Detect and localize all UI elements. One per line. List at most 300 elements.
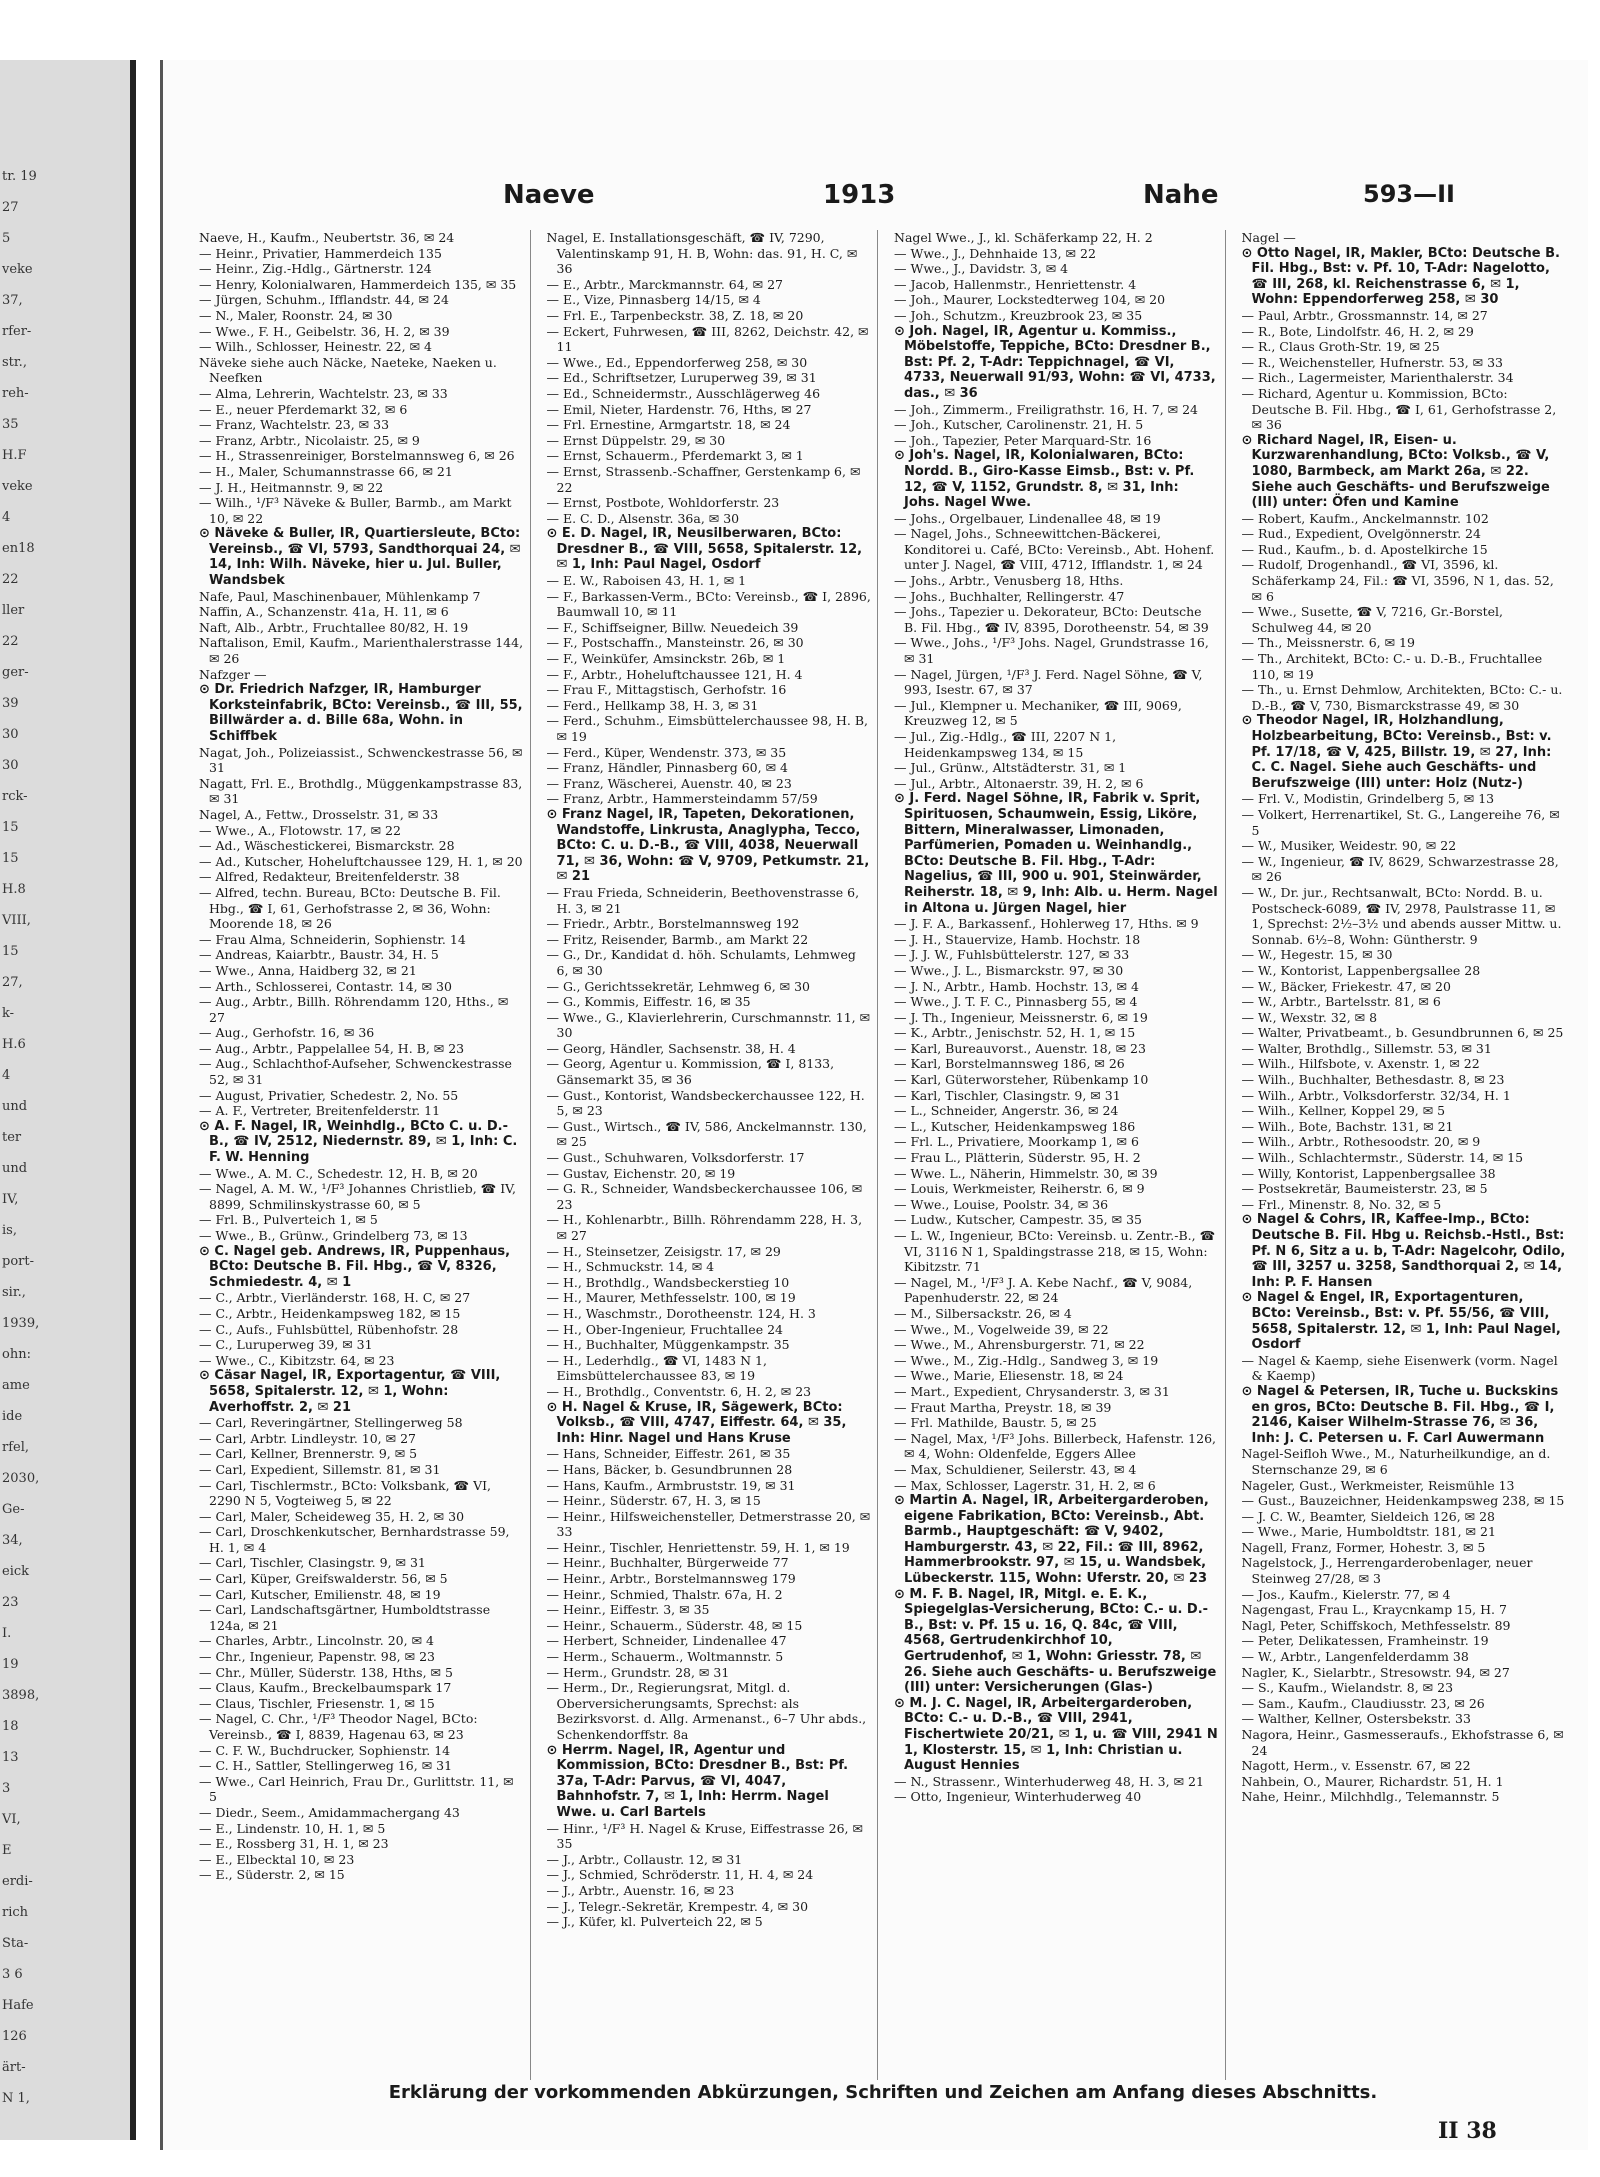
directory-entry: — S., Kaufm., Wielandstr. 8, ✉ 23: [1241, 1680, 1454, 1696]
directory-entry: — F., Arbtr., Hoheluftchaussee 121, H. 4: [546, 666, 803, 682]
margin-fragment: ide: [2, 1409, 23, 1424]
margin-fragment: 27,: [2, 975, 23, 990]
directory-entry: — Volkert, Herrenartikel, St. G., Langereihe 76, ✉ 5: [1241, 806, 1560, 838]
directory-entry: — J., Schmied, Schröderstr. 11, H. 4, ✉ 24: [546, 1867, 814, 1883]
directory-entry: — Nagel, C. Chr., ¹/F³ Theodor Nagel, BCto: Vereinsb., ☎ I, 8839, Hagenau 63, ✉ 23: [199, 1711, 478, 1742]
directory-entry: — H., Schmuckstr. 14, ✉ 4: [546, 1259, 715, 1275]
margin-fragment: port-: [2, 1254, 34, 1269]
directory-entry: — Th., u. Ernst Dehmlow, Architekten, BCto: C.- u. D.-B., ☎ V, 730, Bismarckstrasse 49, ✉ 30: [1241, 682, 1563, 713]
directory-entry: Nageler, Gust., Werkmeister, Reismühle 13: [1241, 1477, 1515, 1493]
directory-entry: — Wwe., Carl Heinrich, Frau Dr., Gurlittstr. 11, ✉ 5: [199, 1773, 514, 1805]
directory-entry: Nagel-Seifloh Wwe., M., Naturheilkundige, an d. Sternschanze 29, ✉ 6: [1241, 1446, 1551, 1477]
directory-entry: — Carl, Tischler, Clasingstr. 9, ✉ 31: [199, 1555, 426, 1571]
directory-entry: — Wwe., M., Vogelweide 39, ✉ 22: [894, 1321, 1109, 1337]
directory-entry: — Fraut Martha, Preystr. 18, ✉ 39: [894, 1399, 1112, 1415]
directory-entry: — Rud., Expedient, Ovelgönnerstr. 24: [1241, 526, 1481, 542]
margin-fragment: 126: [2, 2029, 27, 2044]
directory-entry: — Frl. Ernestine, Armgartstr. 18, ✉ 24: [546, 417, 791, 433]
directory-entry: — Paul, Arbtr., Grossmannstr. 14, ✉ 27: [1241, 307, 1488, 323]
directory-entry: — G. R., Schneider, Wandsbeckerchaussee 106, ✉ 23: [546, 1181, 863, 1212]
margin-fragment: ller: [2, 603, 25, 618]
directory-entry: — Frau Frieda, Schneiderin, Beethovenstrasse 6, H. 3, ✉ 21: [546, 884, 860, 916]
directory-entry: — E. W., Raboisen 43, H. 1, ✉ 1: [546, 573, 747, 589]
margin-fragment: VIII,: [2, 913, 31, 928]
directory-entry: Naftalison, Emil, Kaufm., Marienthalerstrasse 144, ✉ 26: [199, 635, 524, 667]
directory-entry: Nahe, Heinr., Milchhdlg., Telemannstr. 5: [1241, 1789, 1500, 1805]
directory-entry: Nagel, E. Installationsgeschäft, ☎ IV, 7290, Valentinskamp 91, H. B, Wohn: das. 91, H. C, ✉ 36: [546, 230, 858, 277]
directory-entry: — Walter, Privatbeamt., b. Gesundbrunnen 6, ✉ 25: [1241, 1025, 1564, 1041]
directory-entry: — Heinr., Süderstr. 67, H. 3, ✉ 15: [546, 1493, 761, 1509]
directory-entry: Nagelstock, J., Herrengarderobenlager, neuer Steinweg 27/28, ✉ 3: [1241, 1555, 1533, 1587]
directory-entry: — Carl, Reveringärtner, Stellingerweg 58: [199, 1415, 463, 1431]
directory-entry: — Arth., Schlosserei, Contastr. 14, ✉ 30: [199, 978, 452, 994]
directory-entry: — Louis, Werkmeister, Reiherstr. 6, ✉ 9: [894, 1181, 1145, 1197]
directory-entry: — Rich., Lagermeister, Marienthalerstr. 34: [1241, 370, 1514, 386]
directory-entry: — H., Strassenreiniger, Borstelmannsweg 6, ✉ 26: [199, 448, 515, 464]
directory-entry: — Gust., Kontorist, Wandsbeckerchaussee 122, H. 5, ✉ 23: [546, 1087, 865, 1119]
directory-entry: ⊙ Nagel & Cohrs, IR, Kaffee-Imp., BCto: Deutsche B. Fil. Hbg u. Reichsb.-Hstl., Bst: Pf. N 6, Sitz a u. b, T-Adr: Nagelcohr, Odilo, ☎ III, 3257 u. 3258, Sandthorquai 2, ✉ 14, Inh: P. F. Hansen: [1241, 1212, 1566, 1290]
margin-fragment: VI,: [2, 1812, 21, 1827]
column-1: [193, 230, 531, 2080]
directory-entry: — W., Bäcker, Friekestr. 47, ✉ 20: [1241, 978, 1451, 994]
directory-entry: — Herm., Dr., Regierungsrat, Mitgl. d. Oberversicherungsamts, Sprechst: als Bezirksvorst. d. Allg. Armenanst., 6–7 Uhr abds., Schenkendorffstr. 8a: [546, 1680, 867, 1742]
directory-entry: — Ferd., Küper, Wendenstr. 373, ✉ 35: [546, 744, 787, 760]
directory-entry: — N., Strassenr., Winterhuderweg 48, H. 3, ✉ 21: [894, 1773, 1204, 1789]
margin-fragment: Ge-: [2, 1502, 25, 1517]
directory-entry: — G., Kommis, Eiffestr. 16, ✉ 35: [546, 994, 751, 1010]
directory-page: [160, 60, 1588, 2150]
directory-entry: — Wwe., Louise, Poolstr. 34, ✉ 36: [894, 1196, 1109, 1212]
margin-fragment: 15: [2, 851, 19, 866]
directory-entry: — Heinr., Arbtr., Borstelmannsweg 179: [546, 1571, 796, 1587]
directory-entry: — Nagel, M., ¹/F³ J. A. Kebe Nachf., ☎ V, 9084, Papenhuderstr. 22, ✉ 24: [894, 1274, 1193, 1306]
abbreviation-note: Erklärung der vorkommenden Abkürzungen, Schriften und Zeichen am Anfang dieses Abschnitts.: [388, 2082, 1378, 2103]
directory-entry: Nagl, Peter, Schiffskoch, Methfesselstr. 89: [1241, 1617, 1511, 1633]
directory-entry: — Johs., Orgelbauer, Lindenallee 48, ✉ 19: [894, 510, 1161, 526]
directory-entry: — E. C. D., Alsenstr. 36a, ✉ 30: [546, 510, 740, 526]
directory-entry: — Ernst, Schauerm., Pferdemarkt 3, ✉ 1: [546, 448, 804, 464]
directory-entry: — Ad., Wäschestickerei, Bismarckstr. 28: [199, 838, 455, 854]
directory-entry: Nagat, Joh., Polizeiassist., Schwenckestrasse 56, ✉ 31: [199, 744, 523, 776]
directory-entry: — Charles, Arbtr., Lincolnstr. 20, ✉ 4: [199, 1633, 434, 1649]
directory-entry: — Frau L., Plätterin, Süderstr. 95, H. 2: [894, 1150, 1141, 1166]
directory-entry: — Ed., Schneidermstr., Ausschlägerweg 46: [546, 385, 821, 401]
margin-fragment: 39: [2, 696, 19, 711]
directory-entry: — W., Kontorist, Lappenbergsallee 28: [1241, 962, 1481, 978]
directory-entry: Nafe, Paul, Maschinenbauer, Mühlenkamp 7: [199, 588, 481, 604]
directory-entry: — Ferd., Hellkamp 38, H. 3, ✉ 31: [546, 697, 759, 713]
directory-entry: — N., Maler, Roonstr. 24, ✉ 30: [199, 307, 393, 323]
directory-entry: — Ed., Schriftsetzer, Luruperweg 39, ✉ 31: [546, 370, 817, 386]
directory-entry: — Heinr., Tischler, Henriettenstr. 59, H. 1, ✉ 19: [546, 1539, 850, 1555]
directory-entry: — Nagel, A. M. W., ¹/F³ Johannes Christlieb, ☎ IV, 8899, Schmilinskystrasse 60, ✉ 5: [199, 1181, 516, 1212]
margin-fragment: is,: [2, 1223, 17, 1238]
margin-fragment: 23: [2, 1595, 19, 1610]
directory-entry: — Karl, Tischler, Clasingstr. 9, ✉ 31: [894, 1087, 1121, 1103]
directory-entry: — Jürgen, Schuhm., Ifflandstr. 44, ✉ 24: [199, 292, 449, 308]
margin-fragment: veke: [2, 262, 33, 277]
directory-entry: — Walter, Brothdlg., Sillemstr. 53, ✉ 31: [1241, 1040, 1492, 1056]
directory-entry: — Gust., Bauzeichner, Heidenkampsweg 238, ✉ 15: [1241, 1493, 1565, 1509]
directory-entry: — Herm., Schauerm., Woltmannstr. 5: [546, 1649, 784, 1665]
margin-fragment: ger-: [2, 665, 29, 680]
directory-entry: — Frl. V., Modistin, Grindelberg 5, ✉ 13: [1241, 791, 1495, 807]
margin-fragment: reh-: [2, 386, 29, 401]
margin-fragment: 3: [2, 1781, 11, 1796]
directory-entry: — Georg, Agentur u. Kommission, ☎ I, 8133, Gänsemarkt 35, ✉ 36: [546, 1056, 835, 1088]
directory-entry: — Max, Schuldiener, Seilerstr. 43, ✉ 4: [894, 1461, 1137, 1477]
directory-entry: — Franz, Wachtelstr. 23, ✉ 33: [199, 417, 390, 433]
directory-entry: — E., Rossberg 31, H. 1, ✉ 23: [199, 1836, 389, 1852]
directory-entry: — Franz, Arbtr., Nicolaistr. 25, ✉ 9: [199, 432, 420, 448]
margin-fragment: rich: [2, 1905, 29, 1920]
directory-entry: ⊙ E. D. Nagel, IR, Neusilberwaren, BCto: Dresdner B., ☎ VIII, 5658, Spitalerstr. 12, ✉ 1, Inh: Paul Nagel, Osdorf: [546, 526, 863, 573]
directory-entry: — E., Süderstr. 2, ✉ 15: [199, 1867, 345, 1883]
directory-entry: — Ernst, Strassenb.-Schaffner, Gerstenkamp 6, ✉ 22: [546, 463, 861, 495]
directory-entry: — Nagel & Kaemp, siehe Eisenwerk (vorm. Nagel & Kaemp): [1241, 1352, 1558, 1384]
directory-entry: Nagel —: [1241, 230, 1296, 245]
directory-entry: — Robert, Kaufm., Anckelmannstr. 102: [1241, 510, 1489, 526]
directory-entry: — Aug., Schlachthof-Aufseher, Schwenckestrasse 52, ✉ 31: [199, 1056, 512, 1088]
directory-entry: ⊙ Cäsar Nagel, IR, Exportagentur, ☎ VIII, 5658, Spitalerstr. 12, ✉ 1, Wohn: Averhoffstr. 2, ✉ 21: [199, 1368, 501, 1415]
directory-entry: ⊙ A. F. Nagel, IR, Weinhdlg., BCto C. u. D.-B., ☎ IV, 2512, Niedernstr. 89, ✉ 1, Inh: C. F. W. Henning: [199, 1118, 518, 1166]
directory-entry: — J. N., Arbtr., Hamb. Hochstr. 13, ✉ 4: [894, 978, 1139, 994]
directory-entry: — J. Th., Ingenieur, Meissnerstr. 6, ✉ 19: [894, 1009, 1148, 1025]
directory-entry: — F., Weinküfer, Amsinckstr. 26b, ✉ 1: [546, 651, 786, 667]
directory-entry: — Karl, Güterworsteher, Rübenkamp 10: [894, 1072, 1149, 1088]
directory-entry: — J. H., Stauervize, Hamb. Hochstr. 18: [894, 931, 1141, 947]
margin-fragment: en18: [2, 541, 35, 556]
directory-entry: — Ludw., Kutscher, Campestr. 35, ✉ 35: [894, 1212, 1142, 1228]
margin-fragment: H.F: [2, 448, 27, 463]
directory-entry: ⊙ Herrm. Nagel, IR, Agentur und Kommission, BCto: Dresdner B., Bst: Pf. 37a, T-Adr: Parvus, ☎ VI, 4047, Bahnhofstr. 7, ✉ 1, Inh: Herrm. Nagel Wwe. u. Carl Bartels: [546, 1742, 849, 1820]
directory-entry: — Ferd., Schuhm., Eimsbüttelerchaussee 98, H. B, ✉ 19: [546, 713, 869, 744]
directory-entry: — Heinr., Schmied, Thalstr. 67a, H. 2: [546, 1586, 783, 1602]
directory-entry: ⊙ Joh's. Nagel, IR, Kolonialwaren, BCto: Nordd. B., Giro-Kasse Eimsb., Bst: v. Pf. 12, ☎ V, 1152, Grundstr. 8, ✉ 31, Inh: Johs. Nagel Wwe.: [894, 448, 1195, 511]
directory-entry: — Nagel, Jürgen, ¹/F³ J. Ferd. Nagel Söhne, ☎ V, 993, Isestr. 67, ✉ 37: [894, 666, 1203, 698]
directory-entry: — Carl, Expedient, Sillemstr. 81, ✉ 31: [199, 1461, 441, 1477]
directory-entry: — Franz, Händler, Pinnasberg 60, ✉ 4: [546, 760, 788, 776]
directory-entry: — Postsekretär, Baumeisterstr. 23, ✉ 5: [1241, 1181, 1488, 1197]
directory-entry: — Frl. E., Tarpenbeckstr. 38, Z. 18, ✉ 20: [546, 307, 804, 323]
directory-entry: Nagel, A., Fettw., Drosselstr. 31, ✉ 33: [199, 806, 439, 822]
directory-columns: [193, 230, 1573, 2080]
column-4: [1236, 230, 1574, 2080]
directory-entry: — Wwe. L., Näherin, Himmelstr. 30, ✉ 39: [894, 1165, 1158, 1181]
directory-entry: ⊙ Franz Nagel, IR, Tapeten, Dekorationen, Wandstoffe, Linkrusta, Anaglypha, Tecco, BCto: C. u. D.-B., ☎ VIII, 4038, Neuerwall 71, ✉ 36, Wohn: ☎ V, 9709, Petkumstr. 21, ✉ 21: [546, 806, 870, 885]
directory-entry: — J. H., Heitmannstr. 9, ✉ 22: [199, 479, 384, 495]
directory-entry: Nagler, K., Sielarbtr., Stresowstr. 94, ✉ 27: [1241, 1664, 1510, 1680]
directory-entry: — Wwe., J., Davidstr. 3, ✉ 4: [894, 261, 1069, 277]
directory-entry: — G., Dr., Kandidat d. höh. Schulamts, Lehmweg 6, ✉ 30: [546, 947, 856, 978]
directory-entry: ⊙ H. Nagel & Kruse, IR, Sägewerk, BCto: Volksb., ☎ VIII, 4747, Eiffestr. 64, ✉ 35, Inh: Hinr. Nagel und Hans Kruse: [546, 1399, 847, 1446]
margin-fragment: 19: [2, 1657, 19, 1672]
directory-entry: — Richard, Agentur u. Kommission, BCto: Deutsche B. Fil. Hbg., ☎ I, 61, Gerhofstrasse 2, ✉ 36: [1241, 385, 1557, 433]
directory-entry: — Ernst Düppelstr. 29, ✉ 30: [546, 432, 726, 448]
directory-entry: — Wilh., Bote, Bachstr. 131, ✉ 21: [1241, 1118, 1454, 1134]
directory-entry: — Wwe., B., Grünw., Grindelberg 73, ✉ 13: [199, 1228, 468, 1243]
directory-entry: — Fritz, Reisender, Barmb., am Markt 22: [546, 931, 809, 947]
directory-entry: — H., Ober-Ingenieur, Fruchtallee 24: [546, 1321, 783, 1337]
directory-entry: — Th., Architekt, BCto: C.- u. D.-B., Fruchtallee 110, ✉ 19: [1241, 651, 1543, 682]
directory-entry: — C., Arbtr., Vierländerstr. 168, H. C, ✉ 27: [199, 1290, 471, 1306]
directory-entry: — L., Kutscher, Heidenkampsweg 186: [894, 1118, 1136, 1134]
directory-entry: — Wilh., Arbtr., Rothesoodstr. 20, ✉ 9: [1241, 1134, 1481, 1150]
directory-entry: — Johs., Buchhalter, Rellingerstr. 47: [894, 588, 1125, 604]
margin-fragment: ärt-: [2, 2060, 26, 2075]
margin-fragment: 37,: [2, 293, 23, 308]
directory-entry: — Frau F., Mittagstisch, Gerhofstr. 16: [546, 682, 787, 698]
margin-fragment: tr. 19: [2, 169, 37, 184]
directory-entry: — F., Schiffseigner, Billw. Neuedeich 39: [546, 619, 799, 635]
margin-fragment: Hafe: [2, 1998, 34, 2013]
directory-entry: — Heinr., Hilfsweichensteller, Detmerstrasse 20, ✉ 33: [546, 1508, 871, 1540]
directory-entry: ⊙ M. F. B. Nagel, IR, Mitgl. e. E. K., Spiegelglas-Versicherung, BCto: C.- u. D.-B., Bst: v. Pf. 15 u. 16, Q. 84c, ☎ VIII, 4568, Gertrudenkirchhof 10, Gertrudenhof, ✉ 1, Wohn: Griesstr. 78, ✉ 26. Siehe auch Geschäfts- u. Berufszweige (III) unter: Versicherungen (Glas-): [894, 1586, 1217, 1696]
directory-entry: — Wilh., Hilfsbote, v. Axenstr. 1, ✉ 22: [1241, 1056, 1480, 1072]
directory-entry: — Franz, Arbtr., Hammersteindamm 57/59: [546, 791, 818, 807]
directory-entry: — Hans, Kaufm., Armbruststr. 19, ✉ 31: [546, 1477, 796, 1493]
section-page-mark: II 38: [1438, 2118, 1497, 2144]
directory-entry: ⊙ C. Nagel geb. Andrews, IR, Puppenhaus, BCto: Deutsche B. Fil. Hbg., ☎ V, 8326, Schmiedestr. 4, ✉ 1: [199, 1243, 511, 1290]
margin-fragment: 5: [2, 231, 11, 246]
directory-entry: — H., Lederhdlg., ☎ VI, 1483 N 1, Eimsbüttelerchaussee 83, ✉ 19: [546, 1352, 767, 1384]
directory-entry: ⊙ Joh. Nagel, IR, Agentur u. Kommiss., Möbelstoffe, Teppiche, BCto: Dresdner B., Bst: Pf. 2, T-Adr: Teppichnagel, ☎ VI, 4733, Neuerwall 91/93, Wohn: ☎ VI, 4733, das., ✉ 36: [894, 323, 1216, 401]
directory-entry: Nagora, Heinr., Gasmesseraufs., Ekhofstrasse 6, ✉ 24: [1241, 1727, 1564, 1758]
margin-fragment: 22: [2, 634, 19, 649]
directory-entry: — Wilh., Schlosser, Heinestr. 22, ✉ 4: [199, 339, 432, 355]
directory-entry: — Joh., Kutscher, Carolinenstr. 21, H. 5: [894, 417, 1144, 433]
directory-entry: — Carl, Tischlermstr., BCto: Volksbank, ☎ VI, 2290 N 5, Vogteiweg 5, ✉ 22: [199, 1477, 492, 1509]
margin-fragment: str.,: [2, 355, 27, 370]
directory-entry: — Alfred, Redakteur, Breitenfelderstr. 38: [199, 869, 460, 885]
directory-entry: — Wwe., Marie, Eliesenstr. 18, ✉ 24: [894, 1368, 1124, 1384]
margin-fragment: erdi-: [2, 1874, 33, 1889]
directory-entry: — Johs., Tapezier u. Dekorateur, BCto: Deutsche B. Fil. Hbg., ☎ IV, 8395, Dorotheenstr. 54, ✉ 39: [894, 604, 1209, 635]
directory-entry: — Carl, Landschaftsgärtner, Humboldtstrasse 124a, ✉ 21: [199, 1602, 491, 1633]
directory-entry: — Th., Meissnerstr. 6, ✉ 19: [1241, 635, 1415, 651]
directory-entry: — Otto, Ingenieur, Winterhuderweg 40: [894, 1789, 1142, 1805]
margin-fragment: rfel,: [2, 1440, 30, 1455]
margin-fragment: 15: [2, 944, 19, 959]
directory-entry: — C., Arbtr., Heidenkampsweg 182, ✉ 15: [199, 1305, 461, 1321]
directory-entry: — Frl. L., Privatiere, Moorkamp 1, ✉ 6: [894, 1134, 1139, 1150]
directory-entry: Nahbein, O., Maurer, Richardstr. 51, H. 1: [1241, 1773, 1504, 1789]
column-3: [888, 230, 1226, 2080]
directory-entry: — Wwe., Johs., ¹/F³ Johs. Nagel, Grundstrasse 16, ✉ 31: [894, 635, 1209, 667]
directory-entry: — Carl, Kutscher, Emilienstr. 48, ✉ 19: [199, 1586, 441, 1602]
directory-entry: — E., Arbtr., Marckmannstr. 64, ✉ 27: [546, 276, 783, 292]
directory-entry: — Wilh., Kellner, Koppel 29, ✉ 5: [1241, 1103, 1446, 1119]
directory-entry: — Hans, Bäcker, b. Gesundbrunnen 28: [546, 1461, 793, 1477]
margin-fragment: 34,: [2, 1533, 23, 1548]
directory-entry: — Karl, Bureauvorst., Auenstr. 18, ✉ 23: [894, 1040, 1146, 1056]
directory-entry: — Chr., Müller, Süderstr. 138, Hths, ✉ 5: [199, 1664, 453, 1680]
directory-entry: — Rudolf, Drogenhandl., ☎ VI, 3596, kl. Schäferkamp 24, Fil.: ☎ VI, 3596, N 1, das. 52, ✉ 6: [1241, 557, 1554, 604]
directory-entry: — Hans, Schneider, Eiffestr. 261, ✉ 35: [546, 1446, 791, 1462]
directory-entry: — Peter, Delikatessen, Framheinstr. 19: [1241, 1633, 1489, 1649]
directory-entry: — Claus, Tischler, Friesenstr. 1, ✉ 15: [199, 1695, 435, 1711]
directory-entry: ⊙ Theodor Nagel, IR, Holzhandlung, Holzbearbeitung, BCto: Vereinsb., Bst: v. Pf. 17/18, ☎ V, 425, Billstr. 19, ✉ 27, Inh: C. C. Nagel. Siehe auch Geschäfts- und Berufszweige (III) unter: Holz (Nutz-): [1241, 713, 1552, 791]
directory-entry: — H., Waschmstr., Dorotheenstr. 124, H. 3: [546, 1305, 816, 1321]
directory-entry: — Heinr., Zig.-Hdlg., Gärtnerstr. 124: [199, 261, 432, 277]
directory-entry: ⊙ M. J. C. Nagel, IR, Arbeitergarderoben, BCto: C.- u. D.-B., ☎ VIII, 2941, Fischertwiete 20/21, ✉ 1, u. ☎ VIII, 2941 N 1, Klosterstr. 15, ✉ 1, Inh: Christian u. August Hennies: [894, 1695, 1218, 1774]
previous-page-margin: [0, 60, 136, 2140]
directory-entry: — W., Arbtr., Bartelsstr. 81, ✉ 6: [1241, 994, 1441, 1010]
directory-entry: — Herm., Grundstr. 28, ✉ 31: [546, 1664, 730, 1680]
directory-entry: — E., Lindenstr. 10, H. 1, ✉ 5: [199, 1820, 386, 1836]
directory-entry: Naffin, A., Schanzenstr. 41a, H. 11, ✉ 6: [199, 604, 449, 620]
directory-entry: — Jul., Arbtr., Altonaerstr. 39, H. 2, ✉ 6: [894, 775, 1144, 791]
directory-entry: — R., Bote, Lindolfstr. 46, H. 2, ✉ 29: [1241, 323, 1474, 339]
directory-entry: — H., Steinsetzer, Zeisigstr. 17, ✉ 29: [546, 1243, 781, 1259]
directory-entry: — Wwe., A., Flotowstr. 17, ✉ 22: [199, 822, 401, 838]
directory-entry: Nagengast, Frau L., Kraycnkamp 15, H. 7: [1241, 1602, 1507, 1618]
margin-fragment: 13: [2, 1750, 19, 1765]
directory-entry: — Wwe., J., Dehnhaide 13, ✉ 22: [894, 245, 1096, 261]
directory-entry: — J., Arbtr., Auenstr. 16, ✉ 23: [546, 1882, 735, 1898]
directory-entry: — Jul., Grünw., Altstädterstr. 31, ✉ 1: [894, 760, 1127, 776]
directory-entry: — Wilh., ¹/F³ Näveke & Buller, Barmb., am Markt 10, ✉ 22: [199, 495, 512, 526]
directory-entry: — E., neuer Pferdemarkt 32, ✉ 6: [199, 401, 408, 417]
margin-fragment: 15: [2, 820, 19, 835]
directory-entry: — C., Aufs., Fuhlsbüttel, Rübenhofstr. 28: [199, 1321, 459, 1337]
directory-entry: — Karl, Borstelmannsweg 186, ✉ 26: [894, 1056, 1125, 1072]
margin-fragment: rfer-: [2, 324, 32, 339]
margin-fragment: ohn:: [2, 1347, 31, 1362]
directory-entry: — C., Luruperweg 39, ✉ 31: [199, 1337, 373, 1353]
directory-entry: — Diedr., Seem., Amidammachergang 43: [199, 1804, 460, 1820]
directory-entry: — Joh., Maurer, Lockstedterweg 104, ✉ 20: [894, 292, 1166, 308]
directory-entry: — Herbert, Schneider, Lindenallee 47: [546, 1633, 787, 1649]
page-header: [163, 180, 1588, 220]
margin-fragment: 3898,: [2, 1688, 40, 1703]
directory-entry: ⊙ Dr. Friedrich Nafzger, IR, Hamburger Korksteinfabrik, BCto: Vereinsb., ☎ III, 55, Billwärder a. d. Bille 68a, Wohn. in Schiffbek: [199, 682, 523, 744]
directory-entry: — Joh., Schutzm., Kreuzbrook 23, ✉ 35: [894, 307, 1143, 323]
directory-entry: — F., Postschaffn., Mansteinstr. 26, ✉ 30: [546, 635, 804, 651]
directory-entry: — Ad., Kutscher, Hoheluftchaussee 129, H. 1, ✉ 20: [199, 853, 523, 869]
directory-entry: — Wwe., J. L., Bismarckstr. 97, ✉ 30: [894, 962, 1124, 978]
directory-entry: — Frl. Mathilde, Baustr. 5, ✉ 25: [894, 1415, 1097, 1431]
directory-entry: — Max, Schlosser, Lagerstr. 31, H. 2, ✉ 6: [894, 1477, 1156, 1493]
directory-entry: — Wilh., Buchhalter, Bethesdastr. 8, ✉ 23: [1241, 1072, 1505, 1088]
directory-entry: — Wwe., Ed., Eppendorferweg 258, ✉ 30: [546, 354, 808, 370]
margin-fragment: ter: [2, 1130, 22, 1145]
margin-fragment: eick: [2, 1564, 30, 1579]
margin-fragment: N 1,: [2, 2091, 30, 2106]
header-year: 1913: [823, 180, 896, 210]
directory-entry: Nagell, Franz, Former, Hohestr. 3, ✉ 5: [1241, 1539, 1486, 1555]
directory-entry: — Chr., Ingenieur, Papenstr. 98, ✉ 23: [199, 1649, 435, 1665]
directory-entry: — Wwe., F. H., Geibelstr. 36, H. 2, ✉ 39: [199, 323, 450, 339]
directory-entry: — Joh., Tapezier, Peter Marquard-Str. 16: [894, 432, 1152, 448]
margin-fragment: 22: [2, 572, 19, 587]
directory-entry: Naft, Alb., Arbtr., Fruchtallee 80/82, H. 19: [199, 619, 469, 635]
directory-entry: — R., Claus Groth-Str. 19, ✉ 25: [1241, 339, 1440, 355]
directory-entry: ⊙ Richard Nagel, IR, Eisen- u. Kurzwarenhandlung, BCto: Volksb., ☎ V, 1080, Barmbeck, am Markt 26a, ✉ 22. Siehe auch Geschäfts- und Berufszweige (III) unter: Öfen und Kamine: [1241, 432, 1550, 511]
directory-entry: — Georg, Händler, Sachsenstr. 38, H. 4: [546, 1040, 796, 1056]
directory-entry: — L. W., Ingenieur, BCto: Vereinsb. u. Zentr.-B., ☎ VI, 3116 N 1, Spaldingstrasse 218, ✉ 15, Wohn: Kibitzstr. 71: [894, 1228, 1216, 1275]
margin-fragment: 4: [2, 510, 11, 525]
directory-entry: — Emil, Nieter, Hardenstr. 76, Hths, ✉ 27: [546, 401, 812, 417]
directory-entry: — Frl., Minenstr. 8, No. 32, ✉ 5: [1241, 1196, 1442, 1212]
directory-entry: — Gust., Wirtsch., ☎ IV, 586, Anckelmannstr. 130, ✉ 25: [546, 1118, 867, 1150]
directory-entry: — Willy, Kontorist, Lappenbergsallee 38: [1241, 1165, 1496, 1181]
directory-entry: — Carl, Küper, Greifswalderstr. 56, ✉ 5: [199, 1571, 448, 1587]
margin-fragment: 30: [2, 727, 19, 742]
directory-entry: — J., Küfer, kl. Pulverteich 22, ✉ 5: [546, 1914, 763, 1930]
directory-entry: — L., Schneider, Angerstr. 36, ✉ 24: [894, 1103, 1119, 1119]
directory-entry: — Gust., Schuhwaren, Volksdorferstr. 17: [546, 1150, 805, 1166]
directory-entry: — C. F. W., Buchdrucker, Sophienstr. 14: [199, 1742, 451, 1758]
directory-entry: — J., Arbtr., Collaustr. 12, ✉ 31: [546, 1851, 743, 1867]
directory-entry: — Friedr., Arbtr., Borstelmannsweg 192: [546, 916, 800, 932]
page-number: 593—II: [1363, 180, 1455, 208]
directory-entry: — Walther, Kellner, Ostersbekstr. 33: [1241, 1711, 1471, 1727]
directory-entry: — Ernst, Postbote, Wohldorferstr. 23: [546, 495, 780, 511]
margin-fragment: veke: [2, 479, 33, 494]
directory-entry: — W., Wexstr. 32, ✉ 8: [1241, 1009, 1378, 1025]
directory-entry: ⊙ Nagel & Petersen, IR, Tuche u. Buckskins en gros, BCto: Deutsche B. Fil. Hbg., ☎ I, 2146, Kaiser Wilhelm-Strasse 76, ✉ 36, Inh: J. C. Petersen u. F. Carl Auwermann: [1241, 1383, 1559, 1446]
margin-fragment: und: [2, 1099, 28, 1114]
directory-entry: — Claus, Kaufm., Breckelbaumspark 17: [199, 1680, 452, 1696]
margin-fragment: Sta-: [2, 1936, 29, 1951]
directory-entry: — Wwe., Susette, ☎ V, 7216, Gr.-Borstel, Schulweg 44, ✉ 20: [1241, 604, 1504, 635]
margin-fragment: 1939,: [2, 1316, 40, 1331]
directory-entry: — Wwe., M., Ahrensburgerstr. 71, ✉ 22: [894, 1337, 1145, 1353]
directory-entry: — H., Maurer, Methfesselstr. 100, ✉ 19: [546, 1290, 796, 1306]
margin-fragment: ame: [2, 1378, 30, 1393]
directory-entry: — Wwe., C., Kibitzstr. 64, ✉ 23: [199, 1352, 395, 1368]
directory-entry: — Wwe., M., Zig.-Hdlg., Sandweg 3, ✉ 19: [894, 1352, 1159, 1368]
directory-entry: Näveke siehe auch Näcke, Naeteke, Naeken u. Neefken: [199, 354, 497, 386]
directory-entry: — H., Brothdlg., Conventstr. 6, H. 2, ✉ 23: [546, 1383, 812, 1399]
directory-entry: — Wwe., Anna, Haidberg 32, ✉ 21: [199, 962, 417, 978]
directory-entry: Nagott, Herm., v. Essenstr. 67, ✉ 22: [1241, 1758, 1471, 1774]
directory-entry: — J. F. A., Barkassenf., Hohlerweg 17, Hths. ✉ 9: [894, 916, 1199, 932]
margin-fragment: sir.,: [2, 1285, 26, 1300]
directory-entry: — Gustav, Eichenstr. 20, ✉ 19: [546, 1165, 736, 1181]
directory-entry: — Johs., Arbtr., Venusberg 18, Hths.: [894, 573, 1124, 589]
directory-entry: Nafzger —: [199, 666, 267, 682]
directory-entry: — Wwe., Marie, Humboldtstr. 181, ✉ 21: [1241, 1524, 1496, 1540]
header-left-keyword: Naeve: [503, 180, 595, 210]
directory-entry: — Jos., Kaufm., Kielerstr. 77, ✉ 4: [1241, 1586, 1451, 1602]
margin-fragment: 35: [2, 417, 19, 432]
directory-entry: — Wilh., Schlachtermstr., Süderstr. 14, ✉ 15: [1241, 1150, 1524, 1166]
directory-entry: ⊙ Näveke & Buller, IR, Quartiersleute, BCto: Vereinsb., ☎ VI, 5793, Sandthorquai 24, ✉ 14, Inh: Wilh. Näveke, hier u. Jul. Buller, Wandsbek: [199, 526, 521, 589]
directory-entry: — W., Hegestr. 15, ✉ 30: [1241, 947, 1393, 963]
directory-entry: Nagel Wwe., J., kl. Schäferkamp 22, H. 2: [894, 230, 1153, 245]
directory-entry: — Eckert, Fuhrwesen, ☎ III, 8262, Deichstr. 42, ✉ 11: [546, 323, 869, 355]
directory-entry: — Jacob, Hallenmstr., Henriettenstr. 4: [894, 276, 1137, 292]
directory-entry: — Rud., Kaufm., b. d. Apostelkirche 15: [1241, 541, 1488, 557]
directory-entry: ⊙ Martin A. Nagel, IR, Arbeitergarderoben, eigene Fabrikation, BCto: Vereinsb., Abt. Barmb., Hauptgeschäft: ☎ V, 9402, Hamburgerstr. 43, ✉ 22, Fil.: ☎ III, 8962, Hammerbrookstr. 97, ✉ 15, u. Wandsbek, Lübeckerstr. 115, Wohn: Uferstr. 20, ✉ 23: [894, 1493, 1209, 1587]
directory-entry: — E., Elbecktal 10, ✉ 23: [199, 1851, 355, 1867]
directory-entry: — Heinr., Privatier, Hammerdeich 135: [199, 245, 442, 261]
directory-entry: — Alfred, techn. Bureau, BCto: Deutsche B. Fil. Hbg., ☎ I, 61, Gerhofstrasse 2, ✉ 36, Wohn: Moorende 18, ✉ 26: [199, 884, 501, 932]
margin-fragment: rck-: [2, 789, 28, 804]
directory-entry: — Jul., Klempner u. Mechaniker, ☎ III, 9069, Kreuzweg 12, ✉ 5: [894, 697, 1182, 729]
margin-fragment: 3 6: [2, 1967, 23, 1982]
directory-entry: — Jul., Zig.-Hdlg., ☎ III, 2207 N 1, Heidenkampsweg 134, ✉ 15: [894, 729, 1117, 760]
directory-entry: — J., Telegr.-Sekretär, Krempestr. 4, ✉ 30: [546, 1898, 809, 1914]
directory-entry: — Mart., Expedient, Chrysanderstr. 3, ✉ 31: [894, 1383, 1170, 1399]
directory-entry: — A. F., Vertreter, Breitenfelderstr. 11: [199, 1103, 441, 1119]
margin-fragment: 2030,: [2, 1471, 40, 1486]
directory-entry: — H., Maler, Schumannstrasse 66, ✉ 21: [199, 463, 453, 479]
directory-entry: — Henry, Kolonialwaren, Hammerdeich 135, ✉ 35: [199, 276, 517, 292]
directory-entry: — K., Arbtr., Jenischstr. 52, H. 1, ✉ 15: [894, 1025, 1136, 1041]
